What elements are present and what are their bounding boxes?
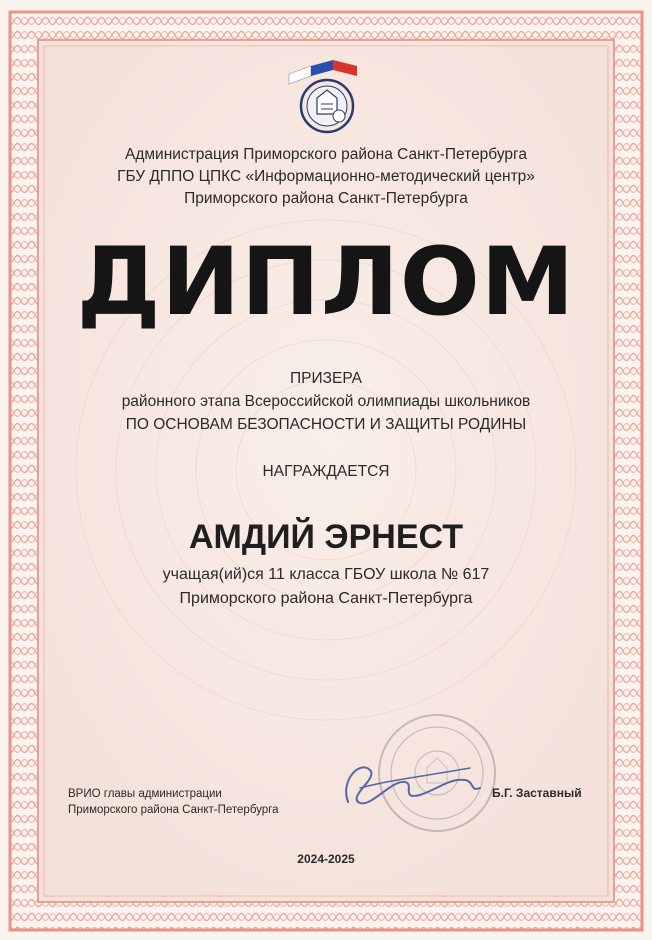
header-line-1: Администрация Приморского района Санкт-Петербурга: [125, 146, 527, 163]
signatory-position: [68, 786, 279, 818]
handwritten-signature: [330, 740, 490, 820]
signatory-position-line-2: Приморского района Санкт-Петербурга: [68, 804, 279, 816]
diploma-title: ДИПЛОМ: [76, 228, 576, 337]
header-line-2: ГБУ ДППО ЦПКС «Информационно-методический центр»: [117, 168, 535, 185]
award-event: районного этапа Всероссийской олимпиады школьников: [121, 393, 531, 410]
signatory-position-line-1: ВРИО главы администрации: [68, 788, 222, 800]
awarded-label: НАГРАЖДАЕТСЯ: [262, 463, 390, 480]
recipient-district: Приморского района Санкт-Петербурга: [179, 590, 473, 607]
recipient-school: учащая(ий)ся 11 класса ГБОУ школа № 617: [162, 566, 490, 583]
recipient-name: АМДИЙ ЭРНЕСТ: [189, 518, 463, 556]
award-status: ПРИЗЕРА: [290, 370, 362, 387]
award-subject: ПО ОСНОВАМ БЕЗОПАСНОСТИ И ЗАЩИТЫ РОДИНЫ: [125, 416, 527, 433]
olympiad-logo: [281, 60, 371, 140]
academic-year: 2024-2025: [297, 852, 355, 866]
header-line-3: Приморского района Санкт-Петербурга: [184, 190, 468, 207]
signatory-name: Б.Г. Заставный: [492, 786, 582, 800]
